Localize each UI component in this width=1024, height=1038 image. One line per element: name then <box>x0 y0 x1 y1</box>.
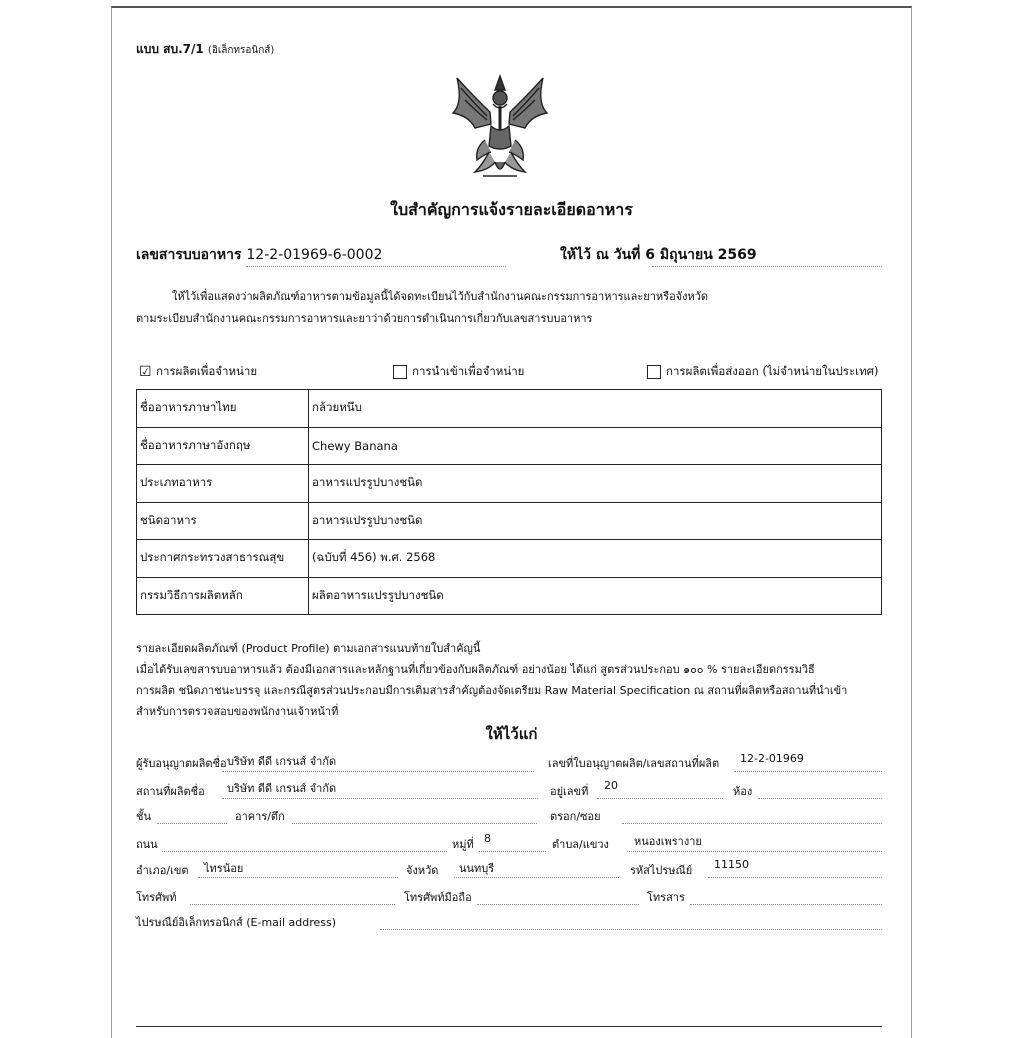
row-value: อาหารแปรรูปบางชนิด <box>309 465 882 503</box>
district-label: อำเภอ/เขต <box>136 864 189 877</box>
row-key: ประเภทอาหาร <box>137 465 309 503</box>
certificate-page <box>111 6 912 1038</box>
issued-to-title: ให้ไว้แก่ <box>485 725 538 743</box>
licensee-label: ผู้รับอนุญาตผลิตชื่อ <box>136 757 227 770</box>
food-serial-value: 12-2-01969-6-0002 <box>246 247 383 263</box>
subdistrict-value: หนองเพรางาย <box>634 835 702 848</box>
license-no-value: 12-2-01969 <box>740 752 804 765</box>
intro-line-2: ตามระเบียบสำนักงานคณะกรรมการอาหารและยาว่าด้วยการดำเนินการเกี่ยวกับเลขสารบบอาหาร <box>136 312 593 325</box>
province-label: จังหวัด <box>406 864 439 877</box>
row-key: ชนิดอาหาร <box>137 502 309 540</box>
checkbox-import-for-sale <box>393 363 524 381</box>
mobile-label: โทรศัพท์มือถือ <box>404 891 472 904</box>
checkbox-label: การผลิตเพื่อส่งออก (ไม่จำหน่ายในประเทศ) <box>666 364 879 378</box>
row-value: ผลิตอาหารแปรรูปบางชนิด <box>309 577 882 615</box>
room-label: ห้อง <box>733 785 753 798</box>
row-key: ชื่ออาหารภาษาไทย <box>137 390 309 428</box>
checkbox-empty-icon <box>393 365 407 379</box>
form-code-number: แบบ สบ.7/1 <box>136 42 204 56</box>
checkbox-empty-icon <box>647 365 661 379</box>
site-label: สถานที่ผลิตชื่อ <box>136 785 205 798</box>
road-label: ถนน <box>136 838 158 851</box>
row-value: อาหารแปรรูปบางชนิด <box>309 502 882 540</box>
product-profile-note <box>136 638 847 722</box>
alley-label: ตรอก/ซอย <box>550 810 601 823</box>
row-key: ประกาศกระทรวงสาธารณสุข <box>137 540 309 578</box>
profile-line-3: การผลิต ชนิดภาชนะบรรจุ และกรณีสูตรส่วนประกอบมีการเติมสารสำคัญต้องจัดเตรียม Raw Material Specification ณ สถานที่ผลิตหรือสถานที่นำเข้า <box>136 684 848 697</box>
table-row <box>137 465 882 503</box>
site-value: บริษัท ดีดี เกรนส์ จำกัด <box>227 782 337 795</box>
postcode-value: 11150 <box>714 858 749 871</box>
intro-line-1: ให้ไว้เพื่อแสดงว่าผลิตภัณฑ์อาหารตามข้อมูลนี้ได้จดทะเบียนไว้กับสำนักงานคณะกรรมการอาหารและยาหรือจังหวัด <box>172 290 709 303</box>
food-serial-number <box>136 244 382 266</box>
food-info-table <box>136 389 882 615</box>
checkbox-label: การนำเข้าเพื่อจำหน่าย <box>412 364 525 378</box>
license-no-label: เลขที่ใบอนุญาตผลิต/เลขสถานที่ผลิต <box>548 757 720 770</box>
email-label: ไปรษณีย์อิเล็กทรอนิกส์ (E-mail address) <box>136 916 337 929</box>
moo-label: หมู่ที่ <box>452 838 474 851</box>
row-value: Chewy Banana <box>309 427 882 465</box>
row-key: กรรมวิธีการผลิตหลัก <box>137 577 309 615</box>
row-value: (ฉบับที่ 456) พ.ศ. 2568 <box>309 540 882 578</box>
district-value: ไทรน้อย <box>204 862 244 875</box>
moo-value: 8 <box>484 832 491 845</box>
table-row <box>137 427 882 465</box>
checkbox-label: การผลิตเพื่อจำหน่าย <box>156 364 258 378</box>
issue-date-value: 6 มิถุนายน 2569 <box>645 247 757 263</box>
table-row <box>137 390 882 428</box>
form-code <box>136 40 274 59</box>
floor-label: ชั้น <box>136 810 151 823</box>
bottom-divider <box>136 1026 882 1027</box>
building-label: อาคาร/ตึก <box>235 810 285 823</box>
garuda-emblem-icon <box>445 68 555 184</box>
subdistrict-label: ตำบล/แขวง <box>552 838 609 851</box>
table-row <box>137 502 882 540</box>
checkbox-manufacture-for-export <box>647 363 878 381</box>
table-row <box>137 577 882 615</box>
profile-line-2: เมื่อได้รับเลขสารบบอาหารแล้ว ต้องมีเอกสารและหลักฐานที่เกี่ยวข้องกับผลิตภัณฑ์ อย่างน้อย ได้แก่ สูตรส่วนประกอบ ๑๐๐ % รายละเอียดกรรมวิธี <box>136 663 815 676</box>
food-serial-label: เลขสารบบอาหาร <box>136 247 242 263</box>
row-key: ชื่ออาหารภาษาอังกฤษ <box>137 427 309 465</box>
certificate-title: ใบสำคัญการแจ้งรายละเอียดอาหาร <box>390 200 633 219</box>
licensee-value: บริษัท ดีดี เกรนส์ จำกัด <box>227 755 337 768</box>
checkbox-checked-icon: ☑ <box>139 364 152 380</box>
house-no-value: 20 <box>604 779 618 792</box>
postcode-label: รหัสไปรษณีย์ <box>630 864 693 877</box>
fax-label: โทรสาร <box>647 891 685 904</box>
province-value: นนทบุรี <box>459 862 495 875</box>
issue-date-label: ให้ไว้ ณ วันที่ <box>560 247 641 263</box>
row-value: กล้วยหนึบ <box>309 390 882 428</box>
table-row <box>137 540 882 578</box>
issue-date <box>560 244 757 266</box>
profile-line-1: รายละเอียดผลิตภัณฑ์ (Product Profile) ตามเอกสารแนบท้ายใบสำคัญนี้ <box>136 642 481 655</box>
form-code-note: (อิเล็กทรอนิกส์) <box>207 45 275 56</box>
house-no-label: อยู่เลขที่ <box>550 785 589 798</box>
phone-label: โทรศัพท์ <box>136 891 177 904</box>
checkbox-manufacture-for-sale <box>139 363 257 381</box>
profile-line-4: สำหรับการตรวจสอบของพนักงานเจ้าหน้าที่ <box>136 705 339 718</box>
